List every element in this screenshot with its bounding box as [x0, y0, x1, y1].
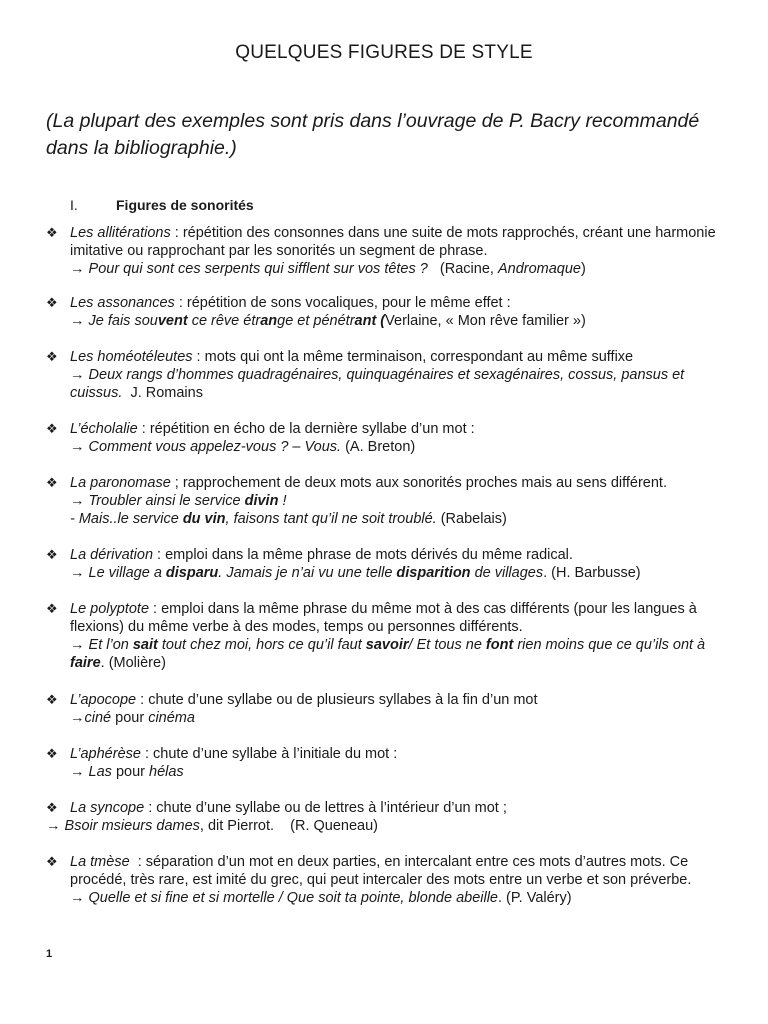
diamond-bullet-icon: ❖ — [46, 601, 58, 616]
example: → Pour qui sont ces serpents qui sifflent sur vos têtes ? (Racine, Andromaque) — [70, 261, 586, 277]
definition: L’écholalie : répétition en écho de la dernière syllabe d’un mot : — [70, 421, 475, 437]
list-item — [46, 474, 726, 528]
example: → Comment vous appelez-vous ? – Vous. (A. Breton) — [70, 439, 416, 455]
example: → Deux rangs d’hommes quadragénaires, quinquagénaires et sexagénaires, cossus, pansus et cuissus. J. Romains — [70, 367, 685, 401]
definition: Les homéotéleutes : mots qui ont la même terminaison, correspondant au même suffixe — [70, 349, 634, 365]
term: L’apocope — [70, 692, 137, 708]
list-item — [46, 600, 726, 672]
definition: La paronomase ; rapprochement de deux mots aux sonorités proches mais au sens différent. — [70, 475, 667, 491]
term: L’écholalie — [70, 421, 138, 437]
definition: Les assonances : répétition de sons vocaliques, pour le même effet : — [70, 295, 511, 311]
definition: La dérivation : emploi dans la même phrase de mots dérivés du même radical. — [70, 547, 573, 563]
list-item — [46, 745, 726, 781]
diamond-bullet-icon: ❖ — [46, 692, 58, 707]
definition: La syncope : chute d’une syllabe ou de lettres à l’intérieur d’un mot ; — [70, 800, 507, 816]
example: → Troubler ainsi le service divin ! — [70, 493, 287, 509]
list-item — [46, 294, 726, 330]
definition: Le polyptote : emploi dans la même phrase du même mot à des cas différents (pour les langues à flexions) du même verbe à des modes, temps ou personnes différents. — [70, 601, 697, 635]
example: → Je fais souvent ce rêve étrange et pénétrant (Verlaine, « Mon rêve familier ») — [70, 313, 586, 329]
list-item — [46, 691, 726, 727]
example: → Le village a disparu. Jamais je n’ai vu une telle disparition de villages. (H. Barbusse) — [70, 565, 641, 581]
term: La paronomase — [70, 475, 171, 491]
example: → Et l’on sait tout chez moi, hors ce qu’il faut savoir/ Et tous ne font rien moins que ce qu’ils ont à faire. (Molière) — [70, 637, 706, 671]
diamond-bullet-icon: ❖ — [46, 421, 58, 436]
example: → Quelle et si fine et si mortelle / Que soit ta pointe, blonde abeille. (P. Valéry) — [70, 890, 572, 906]
section-number: I. — [70, 197, 78, 213]
term: Le polyptote — [70, 601, 150, 617]
example: - Mais..le service du vin, faisons tant qu’il ne soit troublé. (Rabelais) — [70, 511, 507, 527]
list-item — [46, 799, 726, 835]
example: → Bsoir msieurs dames, dit Pierrot. (R. Queneau) — [46, 818, 379, 834]
definition: Les allitérations : répétition des consonnes dans une suite de mots rapprochés, créant une harmonie imitative ou rapprochant par les sonorités un segment de phrase. — [70, 225, 716, 259]
term: L’aphérèse — [70, 746, 141, 762]
diamond-bullet-icon: ❖ — [46, 225, 58, 240]
diamond-bullet-icon: ❖ — [46, 746, 58, 761]
page-number: 1 — [46, 948, 53, 960]
definition: L’apocope : chute d’une syllabe ou de plusieurs syllabes à la fin d’un mot — [70, 692, 538, 708]
definition: La tmèse : séparation d’un mot en deux parties, en intercalant entre ces mots d’autres mots. Ce procédé, très rare, est imité du grec, qui peut intercaler des mots entre un verbe et son préverbe. — [70, 854, 693, 888]
term: La tmèse — [70, 854, 130, 870]
diamond-bullet-icon: ❖ — [46, 349, 58, 364]
term: Les allitérations — [70, 225, 171, 241]
page-title: QUELQUES FIGURES DE STYLE — [235, 42, 533, 63]
list-item — [46, 546, 726, 582]
term: La syncope — [70, 800, 145, 816]
list-item — [46, 224, 726, 278]
section-heading — [70, 197, 254, 213]
diamond-bullet-icon: ❖ — [46, 854, 58, 869]
diamond-bullet-icon: ❖ — [46, 547, 58, 562]
list-item — [46, 420, 726, 456]
diamond-bullet-icon: ❖ — [46, 800, 58, 815]
term: Les assonances — [70, 295, 175, 311]
example: →ciné pour cinéma — [70, 710, 195, 726]
example: → Las pour hélas — [70, 764, 184, 780]
section-label: Figures de sonorités — [116, 197, 254, 213]
diamond-bullet-icon: ❖ — [46, 295, 58, 310]
diamond-bullet-icon: ❖ — [46, 475, 58, 490]
list-item — [46, 348, 726, 402]
page-subtitle: (La plupart des exemples sont pris dans l’ouvrage de P. Bacry recommandé dans la bibliographie.) — [46, 110, 700, 159]
term: La dérivation — [70, 547, 154, 563]
definition: L’aphérèse : chute d’une syllabe à l’initiale du mot : — [70, 746, 398, 762]
list-item — [46, 853, 726, 907]
term: Les homéotéleutes — [70, 349, 193, 365]
